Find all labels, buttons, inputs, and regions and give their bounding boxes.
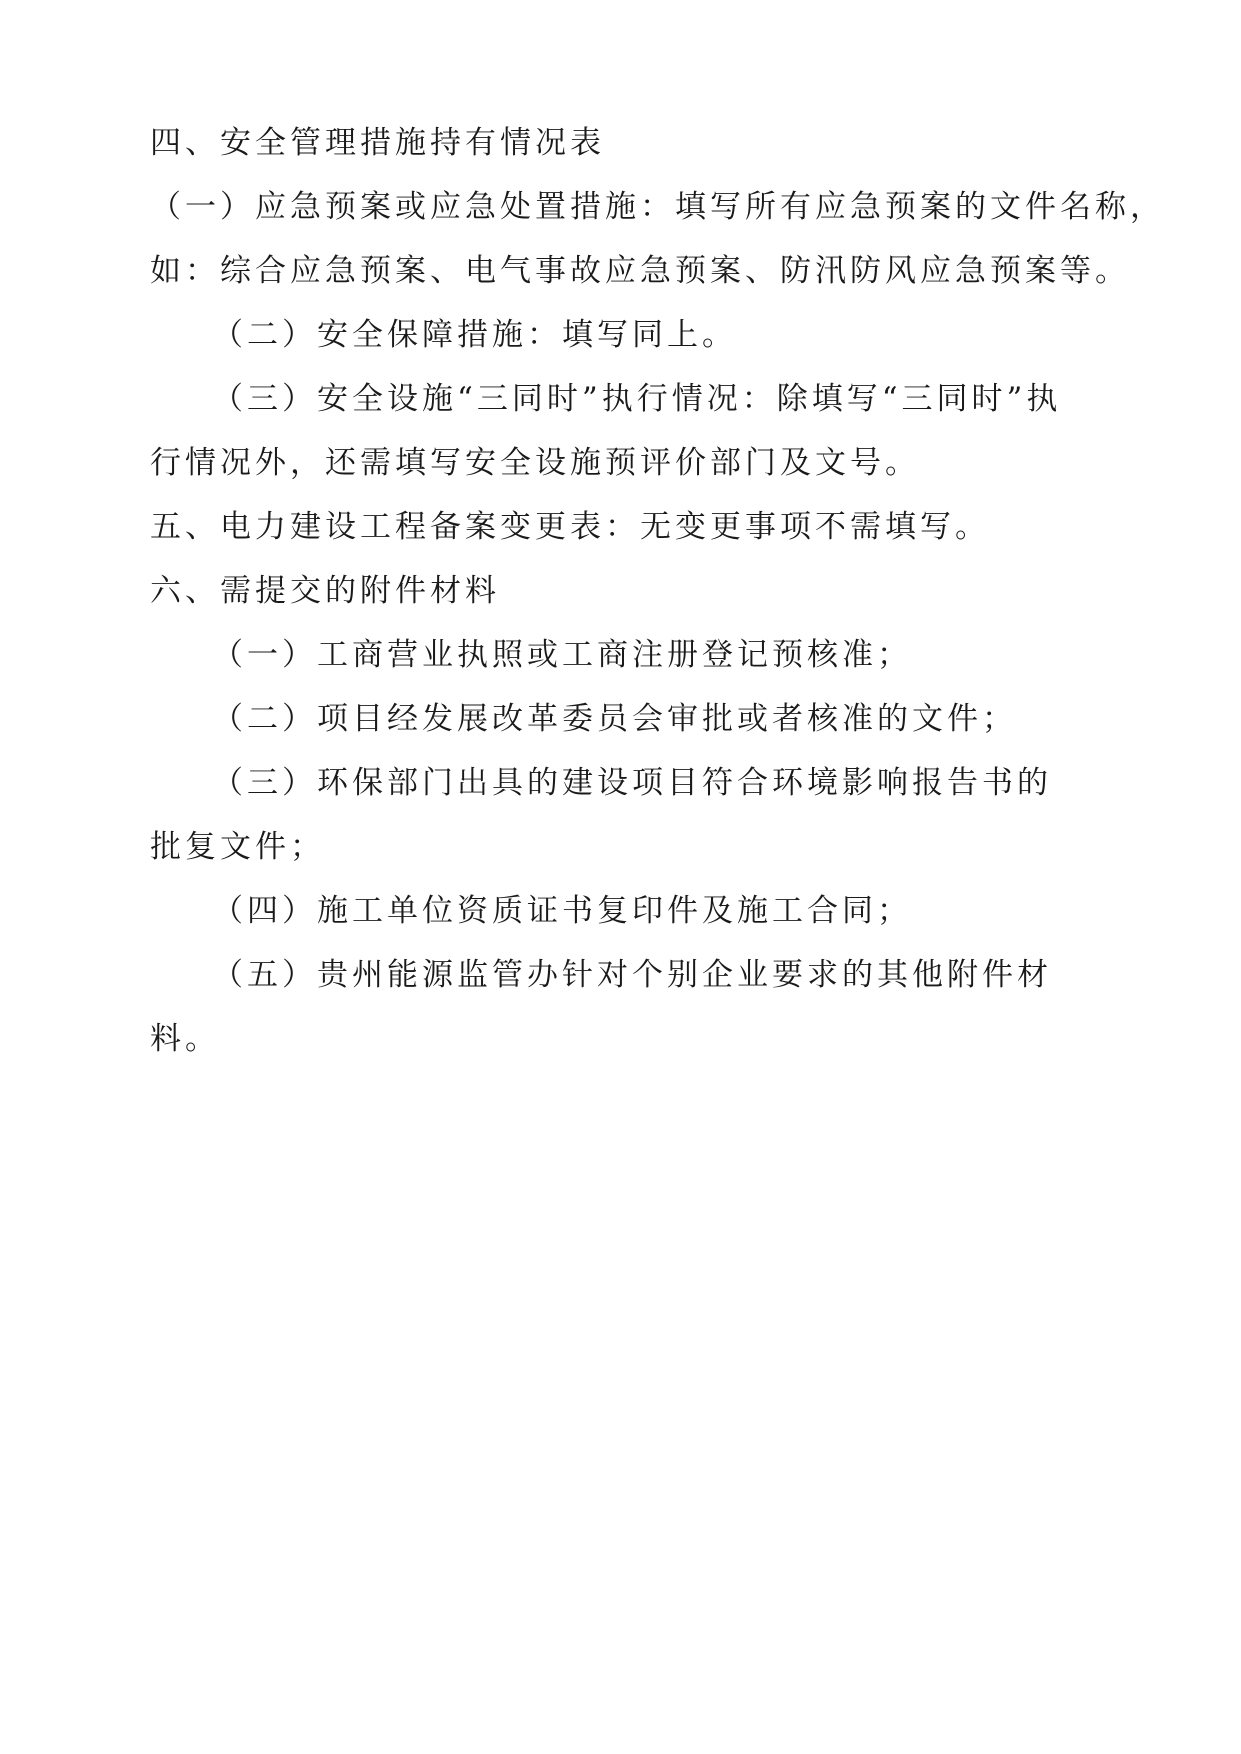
paragraph-line: （二）安全保障措施：填写同上。 — [212, 317, 737, 353]
paragraph-line: 如：综合应急预案、电气事故应急预案、防汛防风应急预案等。 — [150, 253, 1130, 289]
section-heading-6: 六、需提交的附件材料 — [150, 573, 500, 609]
list-item: （二）项目经发展改革委员会审批或者核准的文件； — [212, 701, 1017, 737]
paragraph-line: 行情况外，还需填写安全设施预评价部门及文号。 — [150, 445, 920, 481]
paragraph-line: （三）安全设施“三同时”执行情况：除填写“三同时”执 — [212, 381, 1062, 417]
section-heading-4: 四、安全管理措施持有情况表 — [150, 125, 605, 161]
list-item: （三）环保部门出具的建设项目符合环境影响报告书的 — [212, 765, 1052, 801]
list-item: （四）施工单位资质证书复印件及施工合同； — [212, 893, 912, 929]
paragraph-line: （一）应急预案或应急处置措施：填写所有应急预案的文件名称， — [150, 189, 1165, 225]
list-item: （一）工商营业执照或工商注册登记预核准； — [212, 637, 912, 673]
list-item: （五）贵州能源监管办针对个别企业要求的其他附件材 — [212, 957, 1052, 993]
section-heading-5: 五、电力建设工程备案变更表：无变更事项不需填写。 — [150, 509, 990, 545]
list-item-continuation: 料。 — [150, 1021, 220, 1057]
list-item-continuation: 批复文件； — [150, 829, 325, 865]
